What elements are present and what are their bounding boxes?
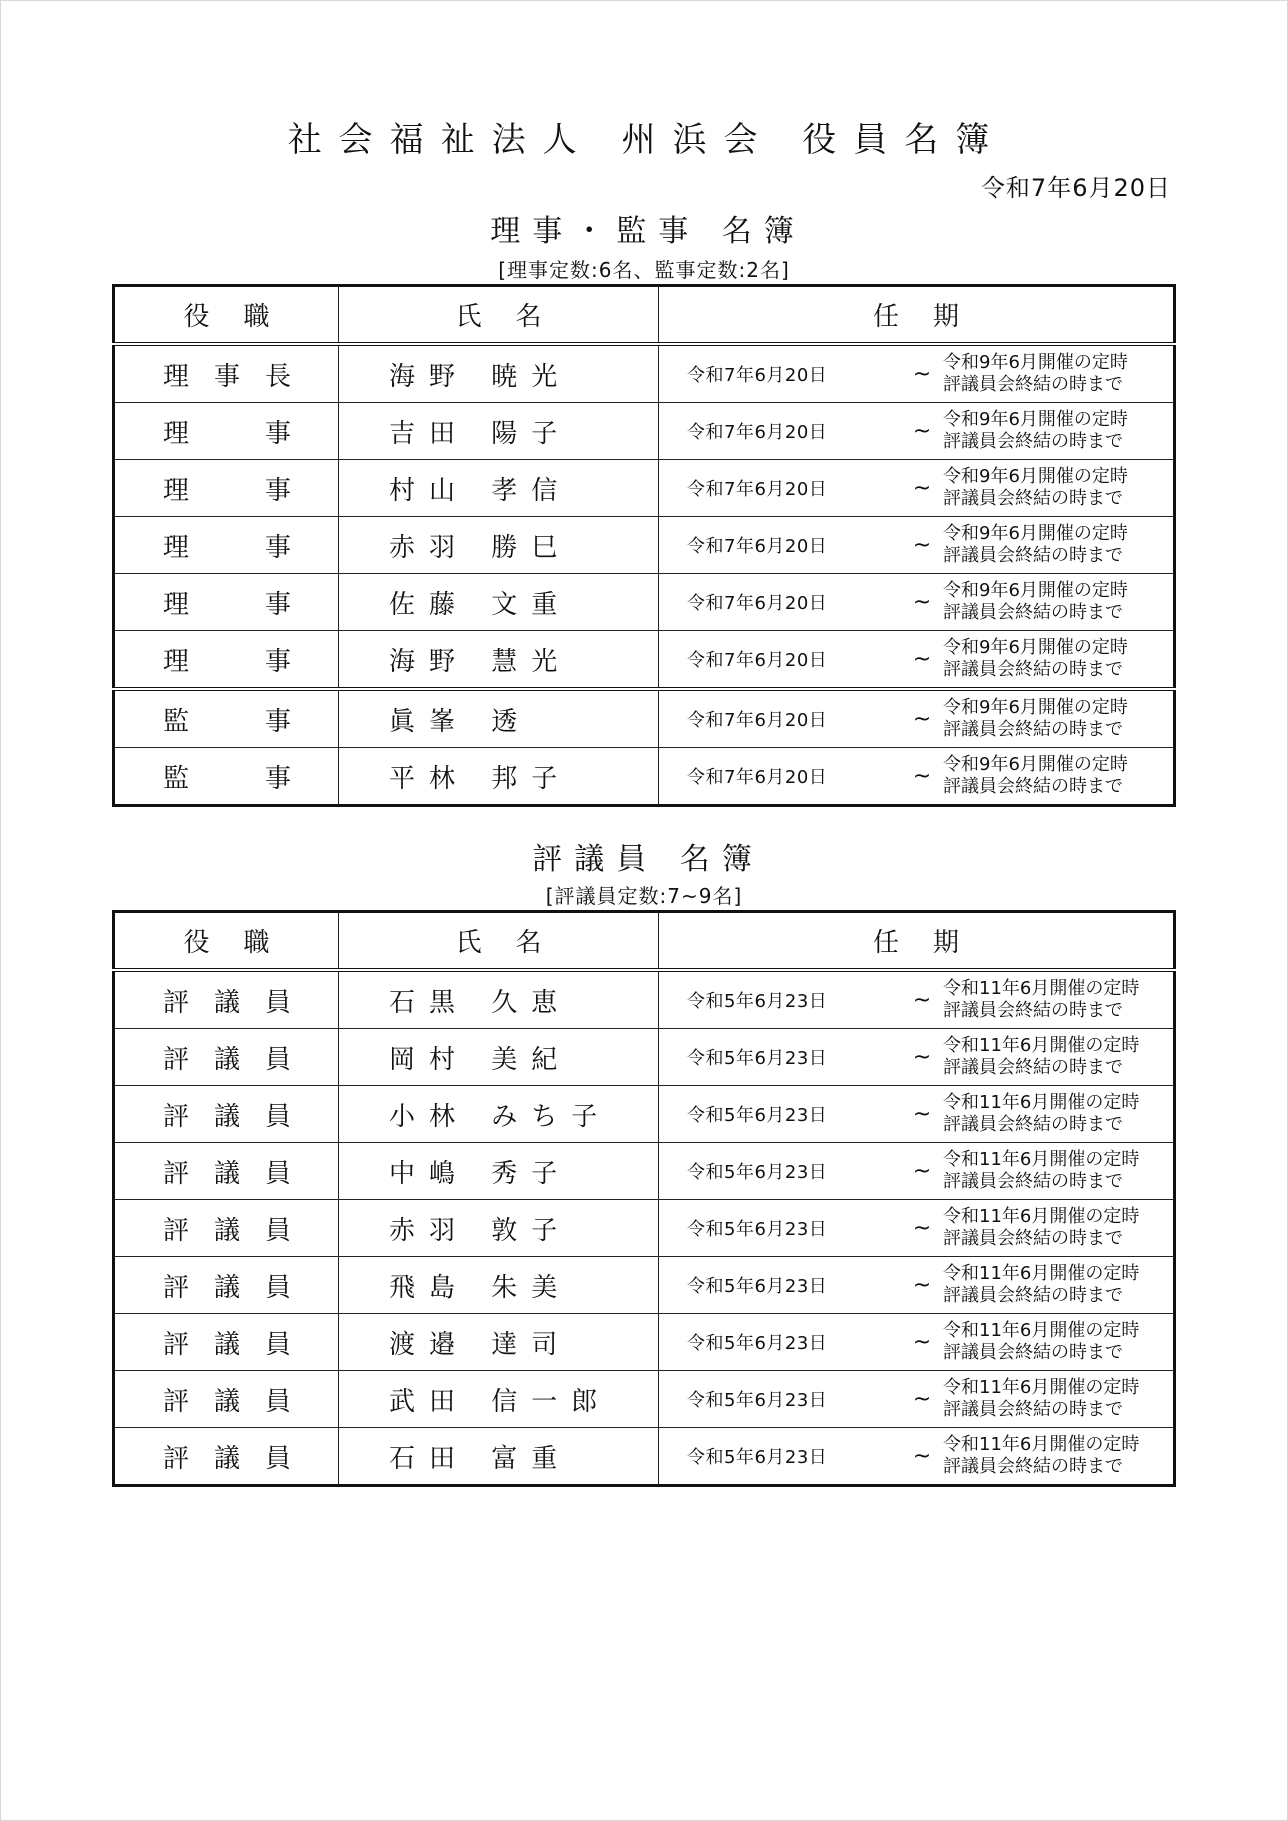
councilors-table: [112, 910, 1176, 1487]
term-end-line2: 評議員会終結の時まで: [943, 1456, 1123, 1477]
councilors-heading: 評議員 名簿: [532, 842, 764, 877]
column-header-term: 任期: [659, 912, 1175, 971]
term-start: 令和7年6月20日: [687, 593, 828, 614]
role-char: 評: [163, 1386, 190, 1417]
term-content: [659, 1263, 1173, 1307]
term-content: [659, 1092, 1173, 1136]
term-start: 令和5年6月23日: [687, 1219, 828, 1240]
document-title: 社会福祉法人 州浜会 役員名簿: [287, 120, 1007, 160]
term-end-line1: 令和11年6月開催の定時: [943, 978, 1140, 999]
term-end-line2: 評議員会終結の時まで: [943, 1228, 1123, 1249]
term-end-line2: 評議員会終結の時まで: [943, 1171, 1123, 1192]
cell-role: [114, 1143, 339, 1200]
cell-name: 石黒 久恵: [339, 970, 659, 1029]
role-char: 評: [163, 1158, 190, 1189]
role-char: 事: [264, 706, 291, 737]
cell-role: [114, 1314, 339, 1371]
term-start: 令和7年6月20日: [687, 479, 828, 500]
term-separator: ~: [912, 532, 932, 558]
term-end-line1: 令和11年6月開催の定時: [943, 1149, 1140, 1170]
role-char: 議: [213, 1329, 240, 1360]
term-end-line2: 評議員会終結の時まで: [943, 1114, 1123, 1135]
term-end-line2: 評議員会終結の時まで: [943, 1285, 1123, 1306]
table-row: [114, 748, 1175, 806]
term-content: [659, 409, 1173, 453]
term-separator: ~: [912, 1158, 932, 1184]
term-end: [937, 978, 1173, 1022]
term-start: 令和7年6月20日: [687, 650, 828, 671]
role-char: 評: [163, 1272, 190, 1303]
role-char: 員: [264, 1329, 291, 1360]
term-start: 令和5年6月23日: [687, 1333, 828, 1354]
role-char: 員: [264, 1272, 291, 1303]
role-char: 理: [163, 361, 190, 392]
role-char: 議: [213, 1158, 240, 1189]
term-end-line2: 評議員会終結の時まで: [943, 545, 1123, 566]
role-char: 事: [264, 763, 291, 794]
term-end-line1: 令和9年6月開催の定時: [943, 754, 1128, 775]
role-text: [163, 527, 291, 564]
term-separator: ~: [912, 763, 932, 789]
term-end: [937, 1206, 1173, 1250]
role-char: 議: [213, 1215, 240, 1246]
cell-name: 渡邉 達司: [339, 1314, 659, 1371]
term-start: 令和5年6月23日: [687, 1447, 828, 1468]
role-char: 員: [264, 1158, 291, 1189]
role-char: 評: [163, 1215, 190, 1246]
role-char: 監: [163, 763, 190, 794]
term-end: [937, 580, 1173, 624]
term-end-line2: 評議員会終結の時まで: [943, 488, 1123, 509]
cell-role: [114, 1428, 339, 1486]
term-separator: ~: [912, 475, 932, 501]
table-row: [114, 403, 1175, 460]
table-row: [114, 517, 1175, 574]
role-char: 議: [213, 1386, 240, 1417]
cell-term: [659, 970, 1175, 1029]
document-date: 令和7年6月20日: [980, 174, 1171, 202]
cell-term: [659, 574, 1175, 631]
cell-role: [114, 1257, 339, 1314]
cell-role: [114, 1200, 339, 1257]
term-start: 令和5年6月23日: [687, 1105, 828, 1126]
term-start: 令和5年6月23日: [687, 1276, 828, 1297]
role-char: 員: [264, 1443, 291, 1474]
cell-name: 海野 慧光: [339, 631, 659, 690]
cell-term: [659, 517, 1175, 574]
term-separator: ~: [912, 706, 932, 732]
term-end-line1: 令和9年6月開催の定時: [943, 523, 1128, 544]
role-text: [163, 1039, 291, 1076]
role-text: [163, 641, 291, 678]
table-row: [114, 1143, 1175, 1200]
table-row: [114, 460, 1175, 517]
column-header-name: 氏名: [339, 912, 659, 971]
cell-role: [114, 1371, 339, 1428]
role-char: 評: [163, 1329, 190, 1360]
term-end-line2: 評議員会終結の時まで: [943, 602, 1123, 623]
cell-name: 海野 暁光: [339, 344, 659, 403]
term-end-line2: 評議員会終結の時まで: [943, 776, 1123, 797]
term-start: 令和7年6月20日: [687, 365, 828, 386]
cell-role: [114, 574, 339, 631]
role-char: 評: [163, 987, 190, 1018]
cell-role: [114, 689, 339, 748]
cell-term: [659, 344, 1175, 403]
table-row: [114, 689, 1175, 748]
role-char: 員: [264, 1215, 291, 1246]
role-char: 監: [163, 706, 190, 737]
term-content: [659, 580, 1173, 624]
term-content: [659, 1035, 1173, 1079]
term-content: [659, 1320, 1173, 1364]
term-content: [659, 754, 1173, 798]
term-start: 令和7年6月20日: [687, 536, 828, 557]
role-char: 理: [163, 532, 190, 563]
cell-role: [114, 970, 339, 1029]
role-text: [163, 584, 291, 621]
term-end: [937, 352, 1173, 396]
cell-role: [114, 344, 339, 403]
term-start: 令和5年6月23日: [687, 1048, 828, 1069]
term-separator: ~: [912, 418, 932, 444]
role-char: 理: [163, 589, 190, 620]
term-end-line2: 評議員会終結の時まで: [943, 431, 1123, 452]
role-text: [163, 1096, 291, 1133]
role-char: 事: [213, 361, 240, 392]
table-header-row: [114, 286, 1175, 345]
role-char: 事: [264, 646, 291, 677]
term-start: 令和7年6月20日: [687, 767, 828, 788]
term-content: [659, 1206, 1173, 1250]
councilors-note: [評議員定数:7~9名]: [545, 884, 743, 908]
term-separator: ~: [912, 589, 932, 615]
term-end: [937, 1320, 1173, 1364]
term-content: [659, 352, 1173, 396]
term-start: 令和5年6月23日: [687, 991, 828, 1012]
term-start: 令和5年6月23日: [687, 1390, 828, 1411]
term-end: [937, 754, 1173, 798]
term-end-line1: 令和9年6月開催の定時: [943, 466, 1128, 487]
term-end: [937, 1377, 1173, 1421]
term-separator: ~: [912, 1443, 932, 1469]
table-row: [114, 344, 1175, 403]
cell-name: 石田 富重: [339, 1428, 659, 1486]
role-char: 長: [264, 361, 291, 392]
cell-name: 岡村 美紀: [339, 1029, 659, 1086]
cell-name: 武田 信一郎: [339, 1371, 659, 1428]
term-end-line1: 令和9年6月開催の定時: [943, 409, 1128, 430]
table-row: [114, 631, 1175, 690]
role-char: 理: [163, 475, 190, 506]
term-end: [937, 1149, 1173, 1193]
term-separator: ~: [912, 987, 932, 1013]
term-end-line2: 評議員会終結の時まで: [943, 1000, 1123, 1021]
cell-term: [659, 748, 1175, 806]
cell-name: 佐藤 文重: [339, 574, 659, 631]
cell-term: [659, 1029, 1175, 1086]
cell-term: [659, 1200, 1175, 1257]
cell-name: 村山 孝信: [339, 460, 659, 517]
role-text: [163, 758, 291, 795]
cell-role: [114, 460, 339, 517]
term-separator: ~: [912, 646, 932, 672]
cell-role: [114, 1029, 339, 1086]
cell-term: [659, 631, 1175, 690]
term-end-line1: 令和9年6月開催の定時: [943, 580, 1128, 601]
cell-term: [659, 1257, 1175, 1314]
term-content: [659, 637, 1173, 681]
role-char: 評: [163, 1443, 190, 1474]
role-char: 事: [264, 589, 291, 620]
role-char: 事: [264, 532, 291, 563]
term-end-line2: 評議員会終結の時まで: [943, 374, 1123, 395]
column-header-name: 氏名: [339, 286, 659, 345]
table-row: [114, 1086, 1175, 1143]
cell-role: [114, 403, 339, 460]
role-char: 理: [163, 646, 190, 677]
term-end-line2: 評議員会終結の時まで: [943, 659, 1123, 680]
term-end: [937, 409, 1173, 453]
term-end: [937, 1092, 1173, 1136]
cell-term: [659, 1428, 1175, 1486]
role-char: 員: [264, 1386, 291, 1417]
term-end-line1: 令和11年6月開催の定時: [943, 1263, 1140, 1284]
table-row: [114, 1371, 1175, 1428]
cell-name: 吉田 陽子: [339, 403, 659, 460]
term-end-line2: 評議員会終結の時まで: [943, 1342, 1123, 1363]
term-content: [659, 466, 1173, 510]
role-char: 事: [264, 475, 291, 506]
table-row: [114, 1314, 1175, 1371]
cell-term: [659, 1086, 1175, 1143]
term-separator: ~: [912, 1329, 932, 1355]
role-char: 議: [213, 987, 240, 1018]
column-header-term: 任期: [659, 286, 1175, 345]
term-content: [659, 1377, 1173, 1421]
term-end-line1: 令和11年6月開催の定時: [943, 1320, 1140, 1341]
term-end-line1: 令和9年6月開催の定時: [943, 697, 1128, 718]
term-separator: ~: [912, 1101, 932, 1127]
role-char: 議: [213, 1044, 240, 1075]
term-end: [937, 523, 1173, 567]
table-row: [114, 1257, 1175, 1314]
table-header-row: [114, 912, 1175, 971]
role-char: 事: [264, 418, 291, 449]
term-start: 令和5年6月23日: [687, 1162, 828, 1183]
table-row: [114, 1428, 1175, 1486]
term-separator: ~: [912, 1044, 932, 1070]
term-end-line1: 令和11年6月開催の定時: [943, 1035, 1140, 1056]
term-content: [659, 978, 1173, 1022]
role-char: 員: [264, 1044, 291, 1075]
role-char: 議: [213, 1443, 240, 1474]
column-header-role: 役職: [114, 912, 339, 971]
column-header-role: 役職: [114, 286, 339, 345]
cell-name: 飛島 朱美: [339, 1257, 659, 1314]
role-text: [163, 470, 291, 507]
role-char: 議: [213, 1272, 240, 1303]
role-char: 員: [264, 1101, 291, 1132]
role-text: [163, 1438, 291, 1475]
term-end: [937, 466, 1173, 510]
cell-name: 赤羽 敦子: [339, 1200, 659, 1257]
role-char: 評: [163, 1044, 190, 1075]
directors-table: [112, 284, 1176, 807]
role-text: [163, 356, 291, 393]
term-end-line1: 令和9年6月開催の定時: [943, 637, 1128, 658]
cell-role: [114, 631, 339, 690]
term-end: [937, 1434, 1173, 1478]
term-end-line2: 評議員会終結の時まで: [943, 1399, 1123, 1420]
cell-name: 小林 みち子: [339, 1086, 659, 1143]
term-content: [659, 697, 1173, 741]
role-text: [163, 1381, 291, 1418]
term-end-line1: 令和9年6月開催の定時: [943, 352, 1128, 373]
role-text: [163, 701, 291, 738]
cell-role: [114, 748, 339, 806]
term-end: [937, 1035, 1173, 1079]
cell-name: 平林 邦子: [339, 748, 659, 806]
cell-term: [659, 689, 1175, 748]
role-char: 員: [264, 987, 291, 1018]
term-content: [659, 1434, 1173, 1478]
term-end-line2: 評議員会終結の時まで: [943, 1057, 1123, 1078]
directors-heading: 理事・監事 名簿: [490, 214, 806, 249]
role-text: [163, 413, 291, 450]
role-text: [163, 1324, 291, 1361]
role-text: [163, 982, 291, 1019]
term-separator: ~: [912, 1215, 932, 1241]
table-row: [114, 574, 1175, 631]
directors-note: [理事定数:6名、監事定数:2名]: [498, 258, 790, 282]
cell-term: [659, 1314, 1175, 1371]
cell-name: 眞峯 透: [339, 689, 659, 748]
term-end: [937, 1263, 1173, 1307]
role-text: [163, 1210, 291, 1247]
term-content: [659, 1149, 1173, 1193]
term-end: [937, 697, 1173, 741]
role-char: 評: [163, 1101, 190, 1132]
term-end-line1: 令和11年6月開催の定時: [943, 1092, 1140, 1113]
table-row: [114, 970, 1175, 1029]
cell-role: [114, 517, 339, 574]
role-char: 理: [163, 418, 190, 449]
term-content: [659, 523, 1173, 567]
cell-term: [659, 460, 1175, 517]
cell-name: 中嶋 秀子: [339, 1143, 659, 1200]
term-end-line1: 令和11年6月開催の定時: [943, 1434, 1140, 1455]
cell-term: [659, 403, 1175, 460]
cell-role: [114, 1086, 339, 1143]
term-separator: ~: [912, 1386, 932, 1412]
role-text: [163, 1153, 291, 1190]
term-separator: ~: [912, 1272, 932, 1298]
term-end-line2: 評議員会終結の時まで: [943, 719, 1123, 740]
term-separator: ~: [912, 361, 932, 387]
table-row: [114, 1029, 1175, 1086]
role-char: 議: [213, 1101, 240, 1132]
term-end-line1: 令和11年6月開催の定時: [943, 1377, 1140, 1398]
cell-name: 赤羽 勝巳: [339, 517, 659, 574]
term-start: 令和7年6月20日: [687, 710, 828, 731]
table-row: [114, 1200, 1175, 1257]
cell-term: [659, 1143, 1175, 1200]
cell-term: [659, 1371, 1175, 1428]
role-text: [163, 1267, 291, 1304]
term-end: [937, 637, 1173, 681]
term-start: 令和7年6月20日: [687, 422, 828, 443]
term-end-line1: 令和11年6月開催の定時: [943, 1206, 1140, 1227]
